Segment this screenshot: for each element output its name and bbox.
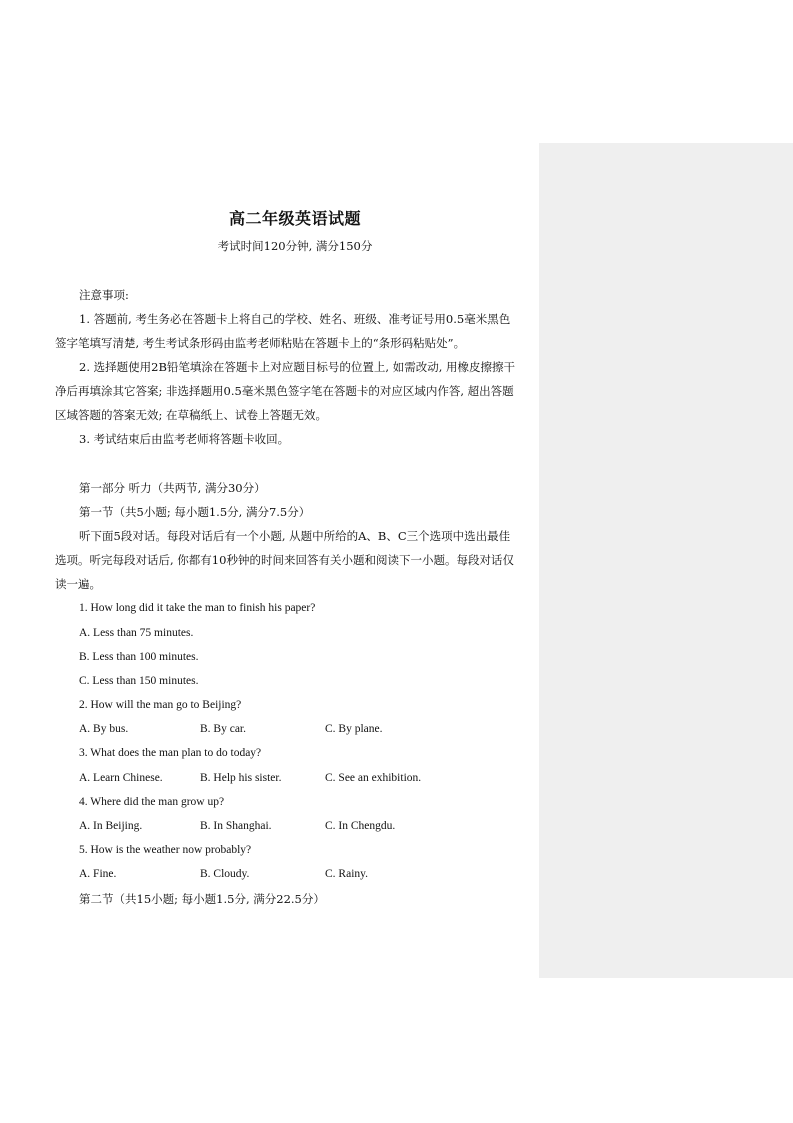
option-3a: A. Learn Chinese. bbox=[79, 772, 163, 784]
notice-line: 净后再填涂其它答案; 非选择题用0.5毫米黑色签字笔在答题卡的对应区域内作答, 超出答题 bbox=[55, 384, 514, 398]
question-4: 4. Where did the man grow up? bbox=[79, 796, 225, 808]
option-5b: B. Cloudy. bbox=[200, 868, 250, 880]
option-4a: A. In Beijing. bbox=[79, 820, 143, 832]
option-4b: B. In Shanghai. bbox=[200, 820, 272, 832]
option-2c: C. By plane. bbox=[325, 723, 383, 735]
question-2: 2. How will the man go to Beijing? bbox=[79, 699, 242, 711]
instructions-line: 选项。听完每段对话后, 你都有10秒钟的时间来回答有关小题和阅读下一小题。每段对话仅 bbox=[55, 553, 514, 567]
notice-heading: 注意事项: bbox=[79, 288, 129, 302]
exam-info: 考试时间120分钟, 满分150分 bbox=[217, 239, 373, 253]
option-3b: B. Help his sister. bbox=[200, 772, 282, 784]
section-heading: 第二节（共15小题; 每小题1.5分, 满分22.5分） bbox=[79, 892, 325, 906]
comment-pane bbox=[539, 143, 793, 978]
question-3: 3. What does the man plan to do today? bbox=[79, 747, 262, 759]
notice-line: 2. 选择题使用2B铅笔填涂在答题卡上对应题目标号的位置上, 如需改动, 用橡皮擦擦干 bbox=[79, 360, 516, 374]
notice-line: 3. 考试结束后由监考老师将答题卡收回。 bbox=[79, 432, 290, 446]
notice-line: 签字笔填写清楚, 考生考试条形码由监考老师粘贴在答题卡上的“条形码粘贴处”。 bbox=[55, 336, 466, 350]
page-title: 高二年级英语试题 bbox=[228, 209, 361, 228]
option-1c: C. Less than 150 minutes. bbox=[79, 675, 199, 687]
notice-line: 1. 答题前, 考生务必在答题卡上将自己的学校、姓名、班级、准考证号用0.5毫米黑色 bbox=[79, 312, 511, 326]
part-heading: 第一部分 听力（共两节, 满分30分） bbox=[79, 481, 266, 495]
option-1b: B. Less than 100 minutes. bbox=[79, 651, 199, 663]
option-3c: C. See an exhibition. bbox=[325, 772, 422, 784]
instructions-line: 读一遍。 bbox=[55, 577, 101, 591]
option-1a: A. Less than 75 minutes. bbox=[79, 627, 194, 639]
section-heading: 第一节（共5小题; 每小题1.5分, 满分7.5分） bbox=[79, 505, 311, 519]
option-4c: C. In Chengdu. bbox=[325, 820, 396, 832]
option-2a: A. By bus. bbox=[79, 723, 129, 735]
question-5: 5. How is the weather now probably? bbox=[79, 844, 252, 856]
option-2b: B. By car. bbox=[200, 723, 246, 735]
question-1: 1. How long did it take the man to finish his paper? bbox=[79, 602, 316, 614]
instructions-line: 听下面5段对话。每段对话后有一个小题, 从题中所给的A、B、C三个选项中选出最佳 bbox=[79, 529, 511, 543]
option-5a: A. Fine. bbox=[79, 868, 117, 880]
option-5c: C. Rainy. bbox=[325, 868, 369, 880]
notice-line: 区域答题的答案无效; 在草稿纸上、试卷上答题无效。 bbox=[55, 408, 328, 422]
